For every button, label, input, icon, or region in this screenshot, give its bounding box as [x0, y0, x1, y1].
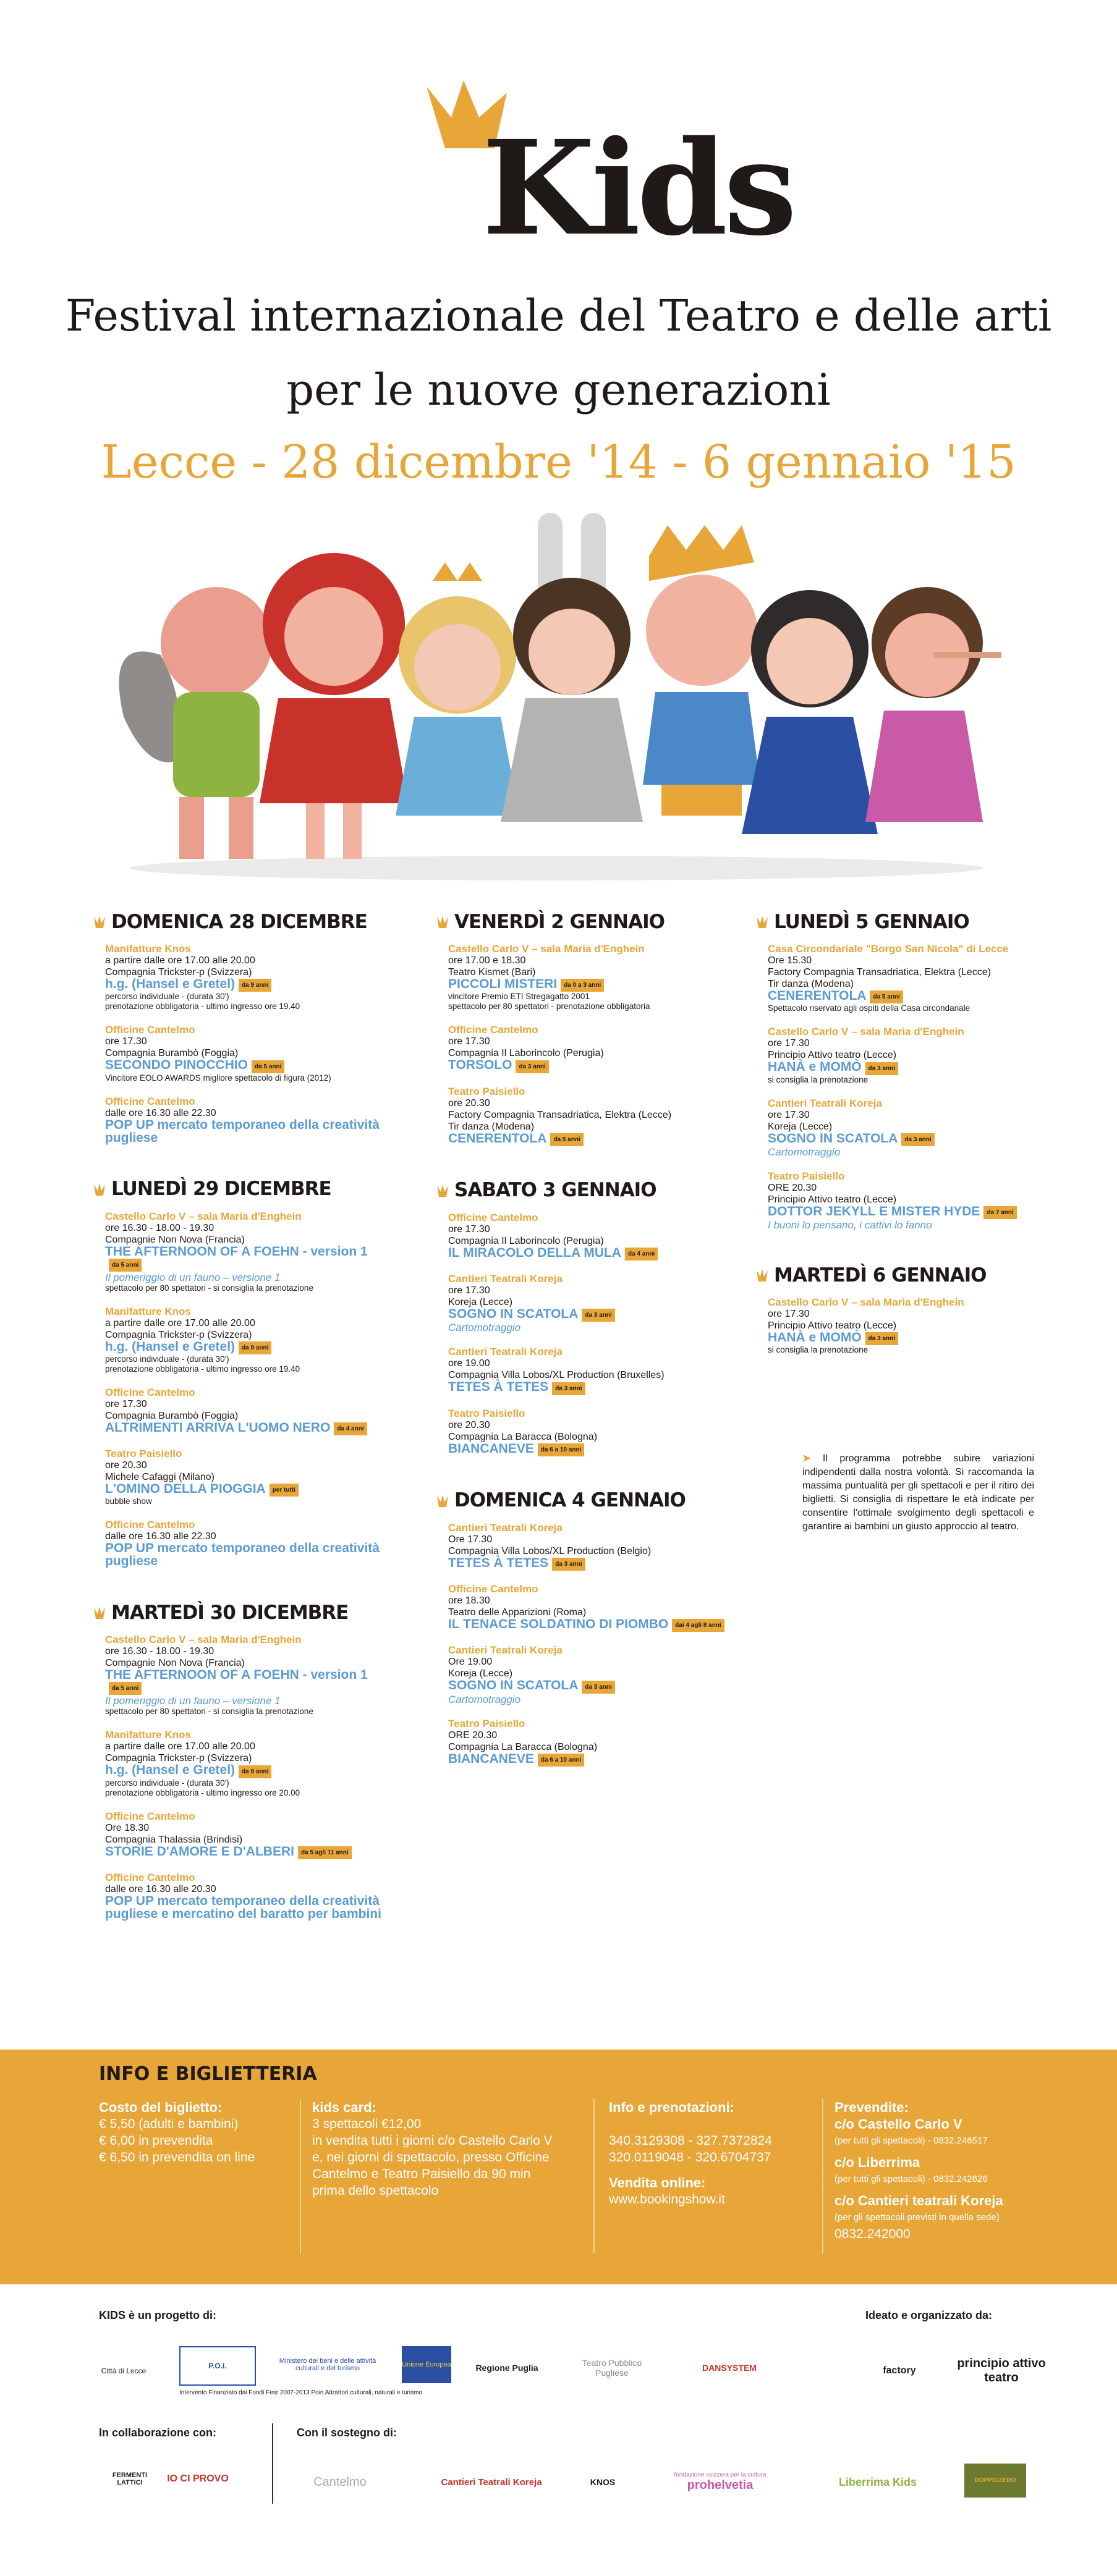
age-badge: da 3 anni: [865, 1062, 898, 1075]
event-show-title: DOTTOR JEKYLL E MISTER HYDE: [768, 1204, 980, 1218]
event: [448, 1024, 733, 1073]
event-show-row: [448, 1679, 733, 1693]
event-show-row: [105, 978, 389, 992]
event: [105, 1634, 389, 1717]
event: [448, 1522, 733, 1571]
logo-citta-lecce: Città di Lecce: [101, 2367, 147, 2375]
event-venue: Officine Cantelmo: [448, 1024, 538, 1036]
event-info: dalle ore 16.30 alle 22.30: [105, 1531, 216, 1542]
crown-marker-icon: [93, 1182, 106, 1197]
age-badge: da 0 a 3 anni: [561, 979, 604, 992]
event-show-title: SOGNO IN SCATOLA: [768, 1131, 898, 1146]
event-show-row: [105, 1341, 389, 1354]
logo-factory: factory: [883, 2365, 916, 2376]
event-note: percorso individuale - (durata 30'): [105, 992, 229, 1002]
age-badge: da 6 a 10 anni: [538, 1443, 585, 1456]
program-column-1: [93, 910, 389, 1958]
event-venue: Teatro Paisiello: [448, 1717, 525, 1729]
event-info: Compagnia Il Laborincolo (Perugia): [448, 1048, 604, 1059]
age-badge: da 3 anni: [901, 1133, 934, 1146]
event: [105, 1872, 389, 1921]
age-badge: da 3 anni: [516, 1060, 548, 1073]
day-heading: LUNEDÌ 5 GENNAIO: [755, 914, 1052, 929]
event-venue: Castello Carlo V – sala Maria d'Enghein: [768, 1026, 964, 1038]
event-show-row: [105, 1059, 389, 1073]
event-show-title: L'OMINO DELLA PIOGGIA: [105, 1482, 266, 1497]
event-show-row: [448, 1133, 733, 1146]
logo-unione-europea: Unione Europea: [402, 2346, 451, 2383]
info-biglietteria-band: [0, 2050, 1117, 2284]
event: [105, 1519, 389, 1568]
age-badge: da 3 anni: [865, 1332, 898, 1345]
age-badge: per tutti: [270, 1484, 299, 1497]
day-heading: MARTEDÌ 30 DICEMBRE: [93, 1605, 389, 1620]
event-venue: Manifatture Knos: [105, 943, 191, 955]
event-show-title: THE AFTERNOON OF A FOEHN - version 1: [105, 1244, 368, 1259]
event: [105, 1448, 389, 1506]
event-show-title: CENERENTOLA: [768, 989, 867, 1003]
logo-cantieri-koreja: Cantieri Teatrali Koreja: [441, 2477, 542, 2488]
event-show-row: [448, 978, 733, 992]
event-note: Spettacolo riservato agli ospiti della Casa circondariale: [768, 1003, 970, 1013]
event-show-title: HANÀ e MOMÒ: [768, 1060, 862, 1075]
crown-marker-icon: [93, 914, 106, 929]
festival-title-line2: per le nuove generazioni: [286, 365, 831, 415]
info-kids-card: kids card: 3 spettacoli €12,00 in vendita tutti i giorni c/o Castello Carlo V e, nei giorni di spettacolo, presso Officine Cantelmo e Teatro Paisiello da 90 min prima dello spettacolo: [312, 2100, 553, 2198]
event-subtitle: Cartomotraggio: [448, 1693, 521, 1705]
event-note: percorso individuale - (durata 30'): [105, 1354, 229, 1364]
booking-link[interactable]: www.bookingshow.it: [609, 2192, 725, 2206]
event-show-row: [448, 1753, 733, 1767]
event: [448, 1273, 733, 1333]
event-info: Tir danza (Modena): [768, 979, 854, 989]
event-info: ore 17.30: [768, 1109, 810, 1120]
age-badge: dai 4 agli 8 anni: [672, 1619, 724, 1632]
event-info: ore 17.30: [768, 1038, 810, 1049]
logo-fermenti-lattici: FERMENTI LATTICI: [112, 2472, 148, 2486]
event-info: ore 17.30: [448, 1223, 490, 1235]
age-badge: da 4 anni: [625, 1248, 658, 1261]
event-venue: Teatro Paisiello: [105, 1448, 182, 1460]
event-show-title: SOGNO IN SCATOLA: [448, 1307, 579, 1322]
event-show-row: [448, 1557, 733, 1571]
age-badge: da 5 anni: [109, 1259, 142, 1272]
event-show-row: [768, 1133, 1052, 1146]
age-badge: da 5 anni: [870, 990, 903, 1003]
event-venue: Officine Cantelmo: [105, 1095, 195, 1107]
event-venue: Castello Carlo V – sala Maria d'Enghein: [105, 1210, 302, 1222]
event: [105, 1306, 389, 1374]
event-info: a partire dalle ore 17.00 alle 20.00: [105, 1317, 255, 1328]
event-note: prenotazione obbligatoria - ultimo ingresso ore 19.40: [105, 1002, 300, 1011]
event-info: Ore 15.30: [768, 955, 812, 966]
event-info: Principio Attivo teatro (Lecce): [768, 1194, 897, 1205]
day-heading: MARTEDÌ 6 GENNAIO: [755, 1268, 1052, 1283]
event-venue: Officine Cantelmo: [105, 1024, 195, 1036]
event-info: Compagnia Il Laborincolo (Perugia): [448, 1235, 604, 1246]
event-info: Koreja (Lecce): [768, 1121, 833, 1132]
logo-dansystem: DANSYSTEM: [702, 2363, 757, 2373]
event-venue: Officine Cantelmo: [105, 1871, 195, 1883]
crown-marker-icon: [755, 1268, 769, 1283]
event-info: Factory Compagnia Transadriatica, Elektra (Lecce): [768, 967, 992, 978]
info-prevendite: Prevendite: c/o Castello Carlo V (per tutti gli spettacoli) - 0832.246517 c/o Liberrima (per tutti gli spettacoli) - 0832.242626 c/o Cantieri teatrali Koreja (per gli spettacoli previsti in quella sede) 0832.242000: [835, 2100, 1003, 2241]
event-info: Koreja (Lecce): [448, 1297, 513, 1308]
event: [768, 1170, 1052, 1231]
progetto-label: KIDS è un progetto di:: [99, 2309, 216, 2321]
event-show-row: [448, 1618, 733, 1632]
logo-doppiozero: DOPPIOZERO: [964, 2464, 1026, 2498]
event-subtitle: Cartomotraggio: [768, 1146, 841, 1158]
event-info: dalle ore 16.30 alle 22.30: [105, 1107, 216, 1118]
event-show-row: [105, 1669, 389, 1695]
ideato-label: Ideato e organizzato da:: [865, 2309, 993, 2321]
event-show-row: [105, 1542, 389, 1568]
age-badge: da 4 anni: [334, 1422, 367, 1435]
event-show-row: [448, 1443, 733, 1456]
event-note: bubble show: [105, 1497, 152, 1506]
crown-marker-icon: [755, 914, 769, 929]
event-show-row: [105, 1119, 389, 1145]
event-info: Compagnia Burambò (Foggia): [105, 1410, 239, 1421]
event-info: Compagnia Villa Lobos/XL Production (Bruxelles): [448, 1370, 665, 1381]
event-show-title: THE AFTERNOON OF A FOEHN - version 1: [105, 1668, 368, 1683]
event-note: si consiglia la prenotazione: [768, 1345, 869, 1355]
event-show-row: [105, 1764, 389, 1778]
event-venue: Officine Cantelmo: [105, 1386, 195, 1398]
collab-label: In collaborazione con:: [99, 2426, 217, 2439]
event-show-title: HANÀ e MOMÒ: [768, 1330, 862, 1345]
event: [105, 1210, 389, 1293]
event-show-row: [105, 1422, 389, 1435]
logo-knos: KNOS: [590, 2477, 616, 2487]
event-show-title: POP UP mercato temporaneo della creatività pugliese: [105, 1117, 380, 1145]
event-show-title: h.g. (Hansel e Gretel): [105, 977, 236, 991]
event-info: ore 17.30: [768, 1309, 810, 1320]
event: [448, 943, 733, 1011]
event-subtitle: Il pomeriggio di un fauno – versione 1: [105, 1695, 281, 1707]
event-note: vincitore Premio ETI Stregagatto 2001: [448, 992, 590, 1002]
crown-marker-icon: [436, 914, 449, 929]
event: [105, 1810, 389, 1859]
logo-ministero: Ministero dei beni e delle attività culturali e del turismo: [279, 2357, 376, 2372]
event-show-row: [768, 1061, 1052, 1075]
event-show-title: ALTRIMENTI ARRIVA L'UOMO NERO: [105, 1420, 331, 1435]
info-title: INFO E BIGLIETTERIA: [99, 2063, 317, 2085]
event-info: ore 17.30: [448, 1285, 490, 1296]
disclaimer-text: ➤ Il programma potrebbe subire variazioni indipendenti dalla nostra volontà. Si raccomanda la massima puntualità per gli spettacoli e per il ritiro dei biglietti. Si consiglia di rispettare le età indicate per consentire l'ottimale svolgimento degli spettacoli e garantire ai bambini un giusto approccio al teatro.: [802, 1453, 1034, 1532]
event-note: spettacolo per 80 spettatori - prenotazione obbligatoria: [448, 1002, 650, 1011]
event-show-row: [768, 990, 1052, 1003]
event-info: Compagnia Thalassia (Brindisi): [105, 1834, 243, 1845]
logo-prohelvetia: fondazione svizzera per la cultura prohelvetia: [674, 2472, 767, 2492]
event-note: Vincitore EOLO AWARDS migliore spettacolo di figura (2012): [105, 1073, 331, 1083]
event-info: Teatro delle Apparizioni (Roma): [448, 1607, 587, 1618]
event-note: prenotazione obbligatoria - ultimo ingresso ore 20.00: [105, 1788, 300, 1797]
event-venue: Manifatture Knos: [105, 1305, 191, 1317]
event-show-row: [105, 1846, 389, 1859]
event-venue: Cantieri Teatrali Koreja: [768, 1097, 882, 1109]
info-costo: Costo del biglietto: € 5,50 (adulti e bambini) € 6,00 in prevendita € 6,50 in prevendita on line: [99, 2100, 255, 2164]
event-venue: Manifatture Knos: [105, 1729, 191, 1741]
event-info: Tir danza (Modena): [448, 1121, 535, 1132]
event-info: ore 17.30: [105, 1398, 147, 1409]
poi-note: Intervento Finanziato dai Fondi Fesr 2007-2013 Poin Attrattori culturali, naturali e turismo: [179, 2389, 422, 2396]
event-info: Ore 18.30: [105, 1822, 150, 1833]
event-venue: Officine Cantelmo: [448, 1583, 538, 1595]
sostegno-label: Con il sostegno di:: [297, 2426, 397, 2439]
program-column-3: [755, 910, 1052, 1392]
age-badge: da 5 anni: [252, 1060, 284, 1073]
day-heading: VENERDÌ 2 GENNAIO: [436, 914, 733, 929]
event-show-row: [448, 1381, 733, 1395]
event-show-title: BIANCANEVE: [448, 1441, 534, 1456]
event-info: Michele Cafaggi (Milano): [105, 1472, 214, 1483]
logo-poi: P.O.I.: [179, 2346, 256, 2386]
event-info: Principio Attivo teatro (Lecce): [768, 1320, 897, 1332]
event-show-title: PICCOLI MISTERI: [448, 977, 558, 991]
event-info: ore 16.30 - 18.00 - 19.30: [105, 1646, 214, 1657]
age-badge: da 9 anni: [239, 979, 271, 992]
event: [448, 1408, 733, 1456]
event-note: percorso individuale - (durata 30'): [105, 1778, 229, 1788]
logo-io-ci-provo: IO CI PROVO: [167, 2473, 229, 2484]
event: [448, 1346, 733, 1395]
day-heading: DOMENICA 4 GENNAIO: [436, 1493, 733, 1508]
event-note: spettacolo per 80 spettatori - si consiglia la prenotazione: [105, 1707, 313, 1717]
event-info: Compagnia Trickster-p (Svizzera): [105, 1329, 252, 1340]
event-info: Koreja (Lecce): [448, 1668, 513, 1679]
age-badge: da 3 anni: [552, 1382, 585, 1395]
age-badge: da 9 anni: [239, 1765, 271, 1778]
age-badge: da 3 anni: [552, 1558, 585, 1571]
event-info: a partire dalle ore 17.00 alle 20.00: [105, 1741, 255, 1752]
event-info: Compagnia La Baracca (Bologna): [448, 1431, 598, 1442]
age-badge: da 7 anni: [983, 1206, 1016, 1219]
poster-header: [0, 0, 1117, 908]
event-info: Compagnia Burambò (Foggia): [105, 1048, 239, 1059]
event: [105, 1096, 389, 1145]
event: [105, 1387, 389, 1435]
event-note: si consiglia la prenotazione: [768, 1075, 869, 1084]
event-info: ore 17.30: [448, 1036, 490, 1047]
event-subtitle: Cartomotraggio: [448, 1322, 521, 1334]
event: [768, 1097, 1052, 1158]
event-subtitle: I buoni lo pensano, i cattivi lo fanno: [768, 1219, 932, 1231]
event-info: Compagnie Non Nova (Francia): [105, 1234, 245, 1245]
event-show-title: IL MIRACOLO DELLA MULA: [448, 1245, 621, 1260]
event-show-row: [768, 1206, 1052, 1219]
event: [768, 1296, 1052, 1355]
age-badge: da 3 anni: [582, 1681, 614, 1694]
sponsors-footer: [0, 2284, 1117, 2576]
event: [448, 1086, 733, 1146]
age-badge: da 5 anni: [109, 1682, 142, 1695]
event-info: ore 18.30: [448, 1595, 490, 1607]
children-illustration: [111, 513, 1001, 884]
day-heading: SABATO 3 GENNAIO: [436, 1183, 733, 1198]
event: [768, 1026, 1052, 1084]
event: [448, 1212, 733, 1261]
event-show-title: POP UP mercato temporaneo della creatività pugliese e mercatino del baratto per bambini: [105, 1893, 381, 1921]
event-info: ore 20.30: [105, 1460, 147, 1471]
age-badge: da 6 a 10 anni: [538, 1754, 585, 1767]
event-show-title: TETES À TETES: [448, 1555, 549, 1570]
event-venue: Castello Carlo V – sala Maria d'Enghein: [105, 1634, 302, 1646]
crown-marker-icon: [436, 1493, 449, 1508]
event-info: Ore 17.30: [448, 1534, 493, 1545]
event-show-title: POP UP mercato temporaneo della creatività pugliese: [105, 1541, 380, 1569]
event-info: Principio Attivo teatro (Lecce): [768, 1050, 897, 1061]
event-venue: Cantieri Teatrali Koreja: [448, 1644, 563, 1657]
event: [448, 1718, 733, 1767]
event-venue: Cantieri Teatrali Koreja: [448, 1346, 563, 1358]
age-badge: da 9 anni: [239, 1341, 271, 1354]
event-show-row: [448, 1059, 733, 1073]
event-info: ore 20.30: [448, 1419, 490, 1430]
event-info: Compagnia La Baracca (Bologna): [448, 1741, 598, 1752]
event-info: ore 20.30: [448, 1097, 490, 1109]
event-show-title: CENERENTOLA: [448, 1131, 547, 1146]
age-badge: da 5 anni: [550, 1133, 583, 1146]
event-show-title: SECONDO PINOCCHIO: [105, 1058, 248, 1073]
event-info: Compagnie Non Nova (Francia): [105, 1658, 245, 1669]
event-show-title: BIANCANEVE: [448, 1751, 534, 1766]
event-show-title: h.g. (Hansel e Gretel): [105, 1339, 236, 1354]
info-prenotazioni: Info e prenotazioni: 340.3129308 - 327.7372824 320.0119048 - 320.6704737 Vendita online: www.bookingshow.it: [609, 2099, 825, 2208]
event-venue: Teatro Paisiello: [768, 1170, 845, 1182]
festival-dates: Lecce - 28 dicembre '14 - 6 gennaio '15: [101, 436, 1016, 489]
day-heading: DOMENICA 28 DICEMBRE: [93, 914, 389, 929]
event-info: ORE 20.30: [768, 1182, 817, 1193]
event-info: Ore 19.00: [448, 1657, 493, 1668]
event-info: ORE 20.30: [448, 1729, 498, 1741]
logo-teatro-pubblico-pugliese: Teatro Pubblico Pugliese: [582, 2358, 642, 2378]
event-note: spettacolo per 80 spettatori - si consiglia la prenotazione: [105, 1283, 313, 1293]
event-venue: Cantieri Teatrali Koreja: [448, 1273, 563, 1285]
event-info: Compagnia Trickster-p (Svizzera): [105, 967, 252, 978]
event-info: ore 16.30 - 18.00 - 19.30: [105, 1222, 214, 1233]
event-show-title: TORSOLO: [448, 1058, 512, 1073]
event-show-title: TETES À TETES: [448, 1380, 549, 1395]
event-info: ore 17.00 e 18.30: [448, 955, 526, 966]
event-venue: Teatro Paisiello: [448, 1407, 525, 1419]
event-venue: Castello Carlo V – sala Maria d'Enghein: [448, 943, 645, 955]
event-show-row: [105, 1246, 389, 1272]
event-info: Factory Compagnia Transadriatica, Elektra (Lecce): [448, 1109, 672, 1120]
event-info: Compagnia Trickster-p (Svizzera): [105, 1753, 252, 1764]
event: [448, 1644, 733, 1705]
event-venue: Officine Cantelmo: [105, 1519, 195, 1531]
event-subtitle: Il pomeriggio di un fauno – versione 1: [105, 1271, 281, 1283]
event-venue: Cantieri Teatrali Koreja: [448, 1521, 563, 1534]
festival-title-line1: Festival internazionale del Teatro e delle arti: [65, 290, 1052, 341]
day-heading: LUNEDÌ 29 DICEMBRE: [93, 1182, 389, 1197]
logo-principio-attivo: principio attivo teatro: [957, 2357, 1046, 2384]
event: [105, 943, 389, 1011]
event: [105, 1729, 389, 1797]
event-info: a partire dalle ore 17.00 alle 20.00: [105, 955, 255, 966]
program-column-2: [436, 910, 733, 1804]
event-show-title: SOGNO IN SCATOLA: [448, 1678, 579, 1693]
event-info: ore 19.00: [448, 1358, 490, 1369]
logo-liberrima-kids: Liberrima Kids: [838, 2475, 917, 2488]
logo-regione-puglia: Regione Puglia: [475, 2363, 538, 2373]
logo-cantelmo: Cantelmo: [313, 2475, 367, 2489]
crown-marker-icon: [93, 1605, 106, 1620]
event-show-row: [105, 1483, 389, 1497]
event: [105, 1024, 389, 1083]
age-badge: da 5 agli 11 anni: [298, 1846, 352, 1859]
event-venue: Teatro Paisiello: [448, 1085, 525, 1097]
event-show-title: h.g. (Hansel e Gretel): [105, 1763, 236, 1778]
event-info: Compagnia Villa Lobos/XL Production (Belgio): [448, 1545, 652, 1556]
event-info: ore 17.30: [105, 1036, 147, 1047]
event-note: prenotazione obbligatoria - ultimo ingresso ore 19.40: [105, 1364, 300, 1374]
event: [448, 1583, 733, 1632]
festival-logo: Kids: [482, 112, 794, 264]
event-show-row: [105, 1895, 389, 1921]
age-badge: da 3 anni: [582, 1309, 614, 1322]
event-info: dalle ore 16.30 alle 20.30: [105, 1883, 216, 1894]
event-show-title: IL TENACE SOLDATINO DI PIOMBO: [448, 1617, 669, 1632]
event-info: Teatro Kismet (Bari): [448, 967, 536, 978]
event-venue: Castello Carlo V – sala Maria d'Enghein: [768, 1296, 964, 1309]
event-show-row: [448, 1308, 733, 1322]
event: [768, 943, 1052, 1013]
event-venue: Officine Cantelmo: [448, 1211, 538, 1223]
event-venue: Officine Cantelmo: [105, 1810, 195, 1822]
event-show-title: STORIE D'AMORE E D'ALBERI: [105, 1844, 294, 1859]
event-show-row: [448, 1247, 733, 1261]
event-show-row: [768, 1332, 1052, 1345]
crown-marker-icon: [436, 1183, 449, 1198]
event-venue: Casa Circondariale "Borgo San Nicola" di Lecce: [768, 943, 1009, 955]
